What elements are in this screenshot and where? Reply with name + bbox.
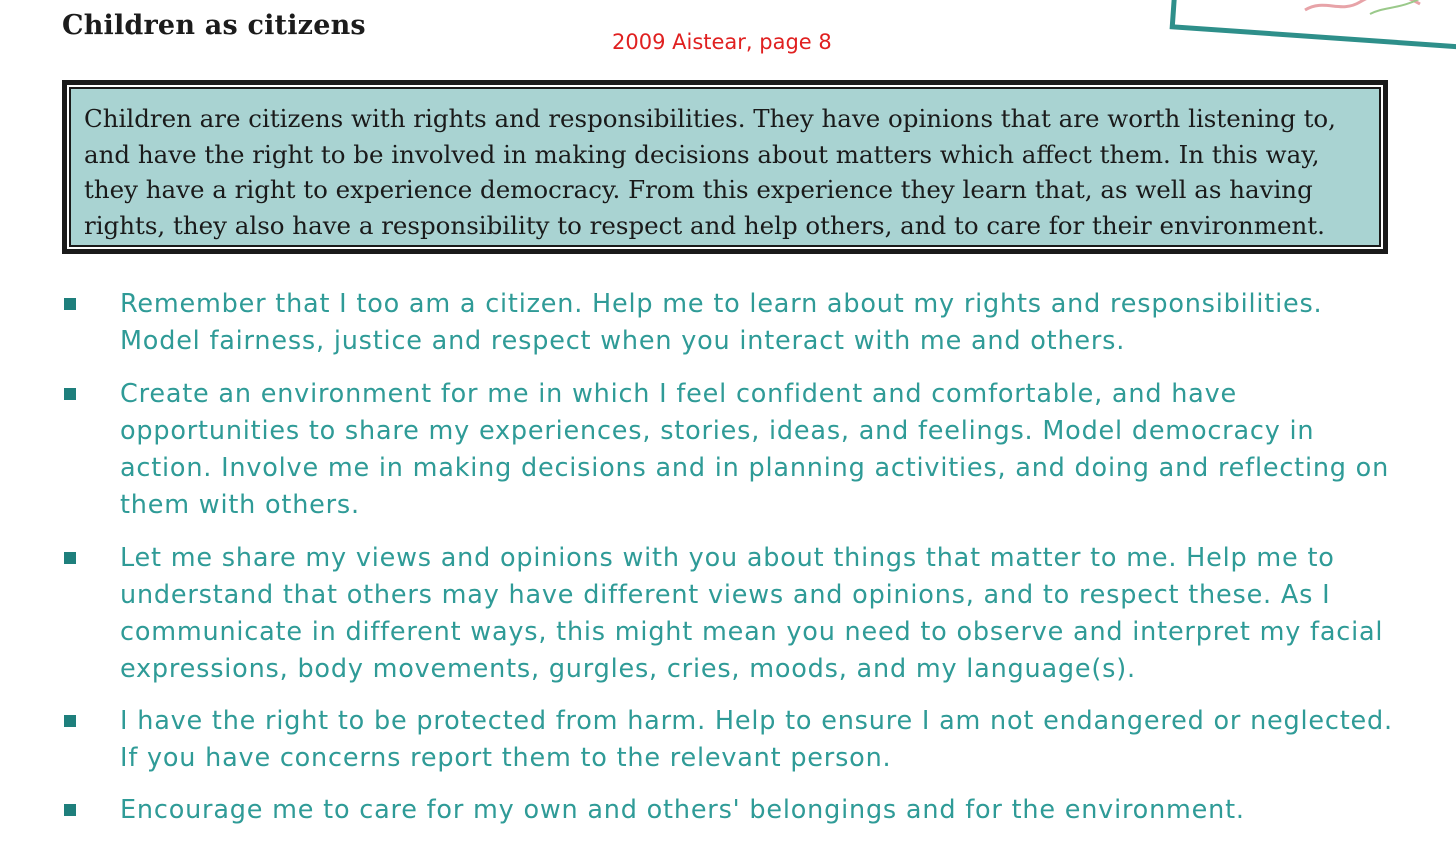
square-bullet-icon	[64, 298, 76, 310]
bullet-text: Remember that I too am a citizen. Help me to learn about my rights and responsibilities. Model fairness, justice and respect when you interact with me and others.	[120, 289, 1323, 356]
source-note: 2009 Aistear, page 8	[612, 30, 832, 54]
square-bullet-icon	[64, 388, 76, 400]
bullet-text: I have the right to be protected from harm. Help to ensure I am not endangered or neglected. If you have concerns report them to the relevant person.	[120, 706, 1393, 773]
quote-box	[62, 80, 1388, 254]
square-bullet-icon	[64, 552, 76, 564]
bullet-text: Encourage me to care for my own and others' belongings and for the environment.	[120, 795, 1245, 825]
bullet-text: Create an environment for me in which I feel confident and comfortable, and have opportunities to share my experiences, stories, ideas, and feelings. Model democracy in action. Involve me in making decisions and in planning activities, and doing and reflecting on them with others.	[120, 379, 1390, 520]
corner-scribble-drawing	[1300, 0, 1430, 20]
square-bullet-icon	[64, 715, 76, 727]
bullet-text: Let me share my views and opinions with you about things that matter to me. Help me to understand that others may have different views and opinions, and to respect these. As I communicate in different ways, this might mean you need to observe and interpret my facial expressions, body movements, gurgles, cries, moods, and my language(s).	[120, 543, 1384, 684]
page-title: Children as citizens	[62, 10, 366, 41]
quote-text: Children are citizens with rights and responsibilities. They have opinions that are worth listening to, and have the right to be involved in making decisions about matters which affect them. In this way, they have a right to experience democracy. From this experience they learn that, as well as having rights, they also have a responsibility to respect and help others, and to care for their environment.	[84, 104, 1336, 240]
square-bullet-icon	[64, 804, 76, 816]
